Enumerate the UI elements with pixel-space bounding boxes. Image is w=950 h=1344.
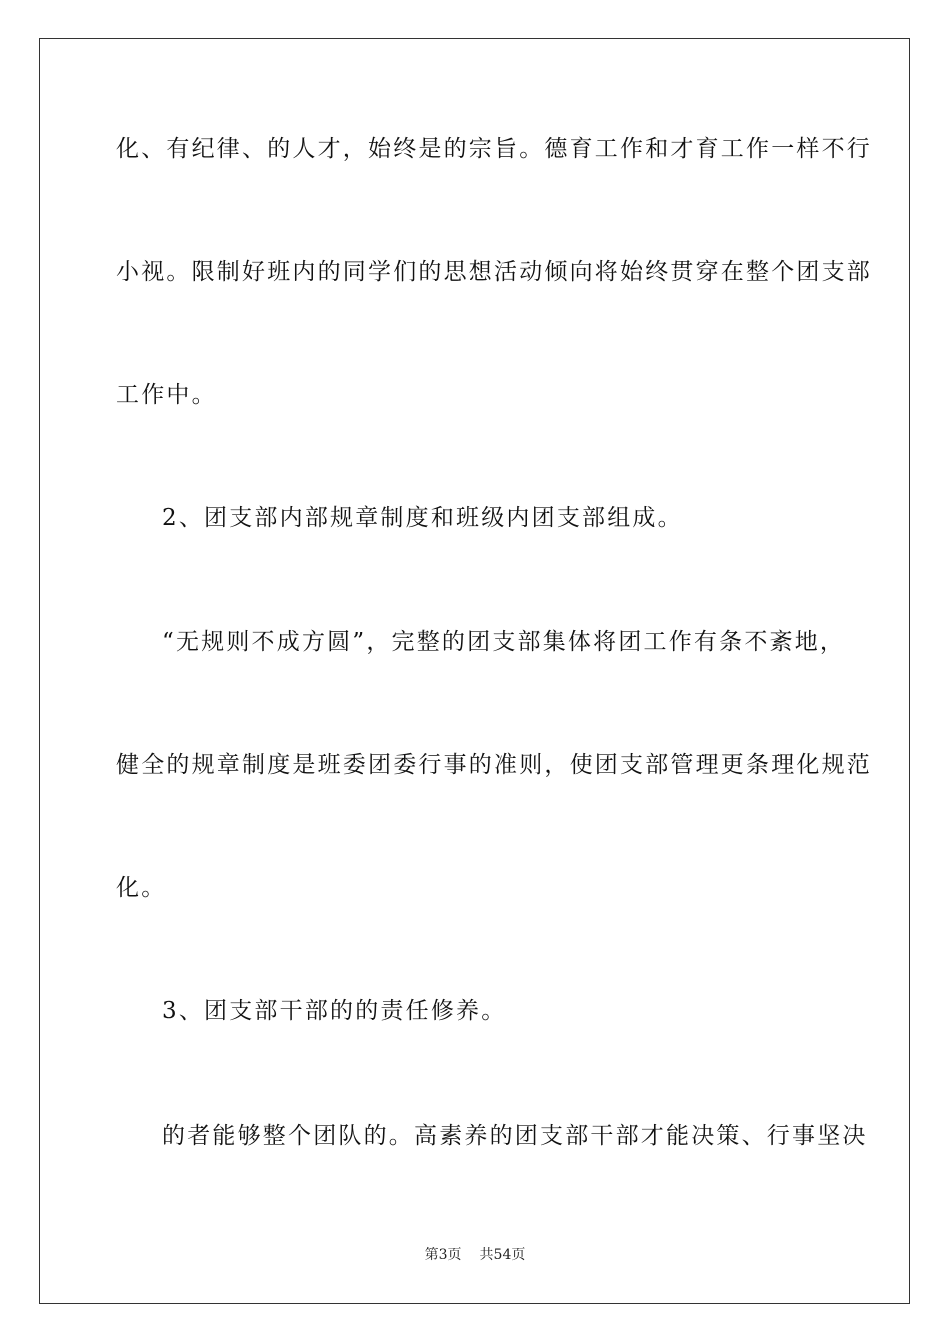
section-heading: 3、团支部干部的的责任修养。	[162, 998, 507, 1024]
body-text-line: “无规则不成方圆”，完整的团支部集体将团工作有条不紊地，	[162, 629, 846, 655]
body-text-line: 化、有纪律、的人才，始终是的宗旨。德育工作和才育工作一样不行	[116, 136, 872, 162]
total-pages: 共54页	[479, 1247, 526, 1263]
page-number: 第3页	[424, 1247, 462, 1263]
body-text-line: 小视。限制好班内的同学们的思想活动倾向将始终贯穿在整个团支部	[116, 259, 872, 285]
body-text-line: 化。	[116, 875, 167, 901]
body-text-line: 健全的规章制度是班委团委行事的准则，使团支部管理更条理化规范	[116, 752, 872, 778]
body-text-line: 工作中。	[116, 382, 217, 408]
page-border	[39, 38, 910, 1304]
body-text-line: 的者能够整个团队的。高素养的团支部干部才能决策、行事坚决	[162, 1123, 868, 1149]
section-heading: 2、团支部内部规章制度和班级内团支部组成。	[162, 505, 683, 531]
page-footer	[0, 1246, 950, 1264]
